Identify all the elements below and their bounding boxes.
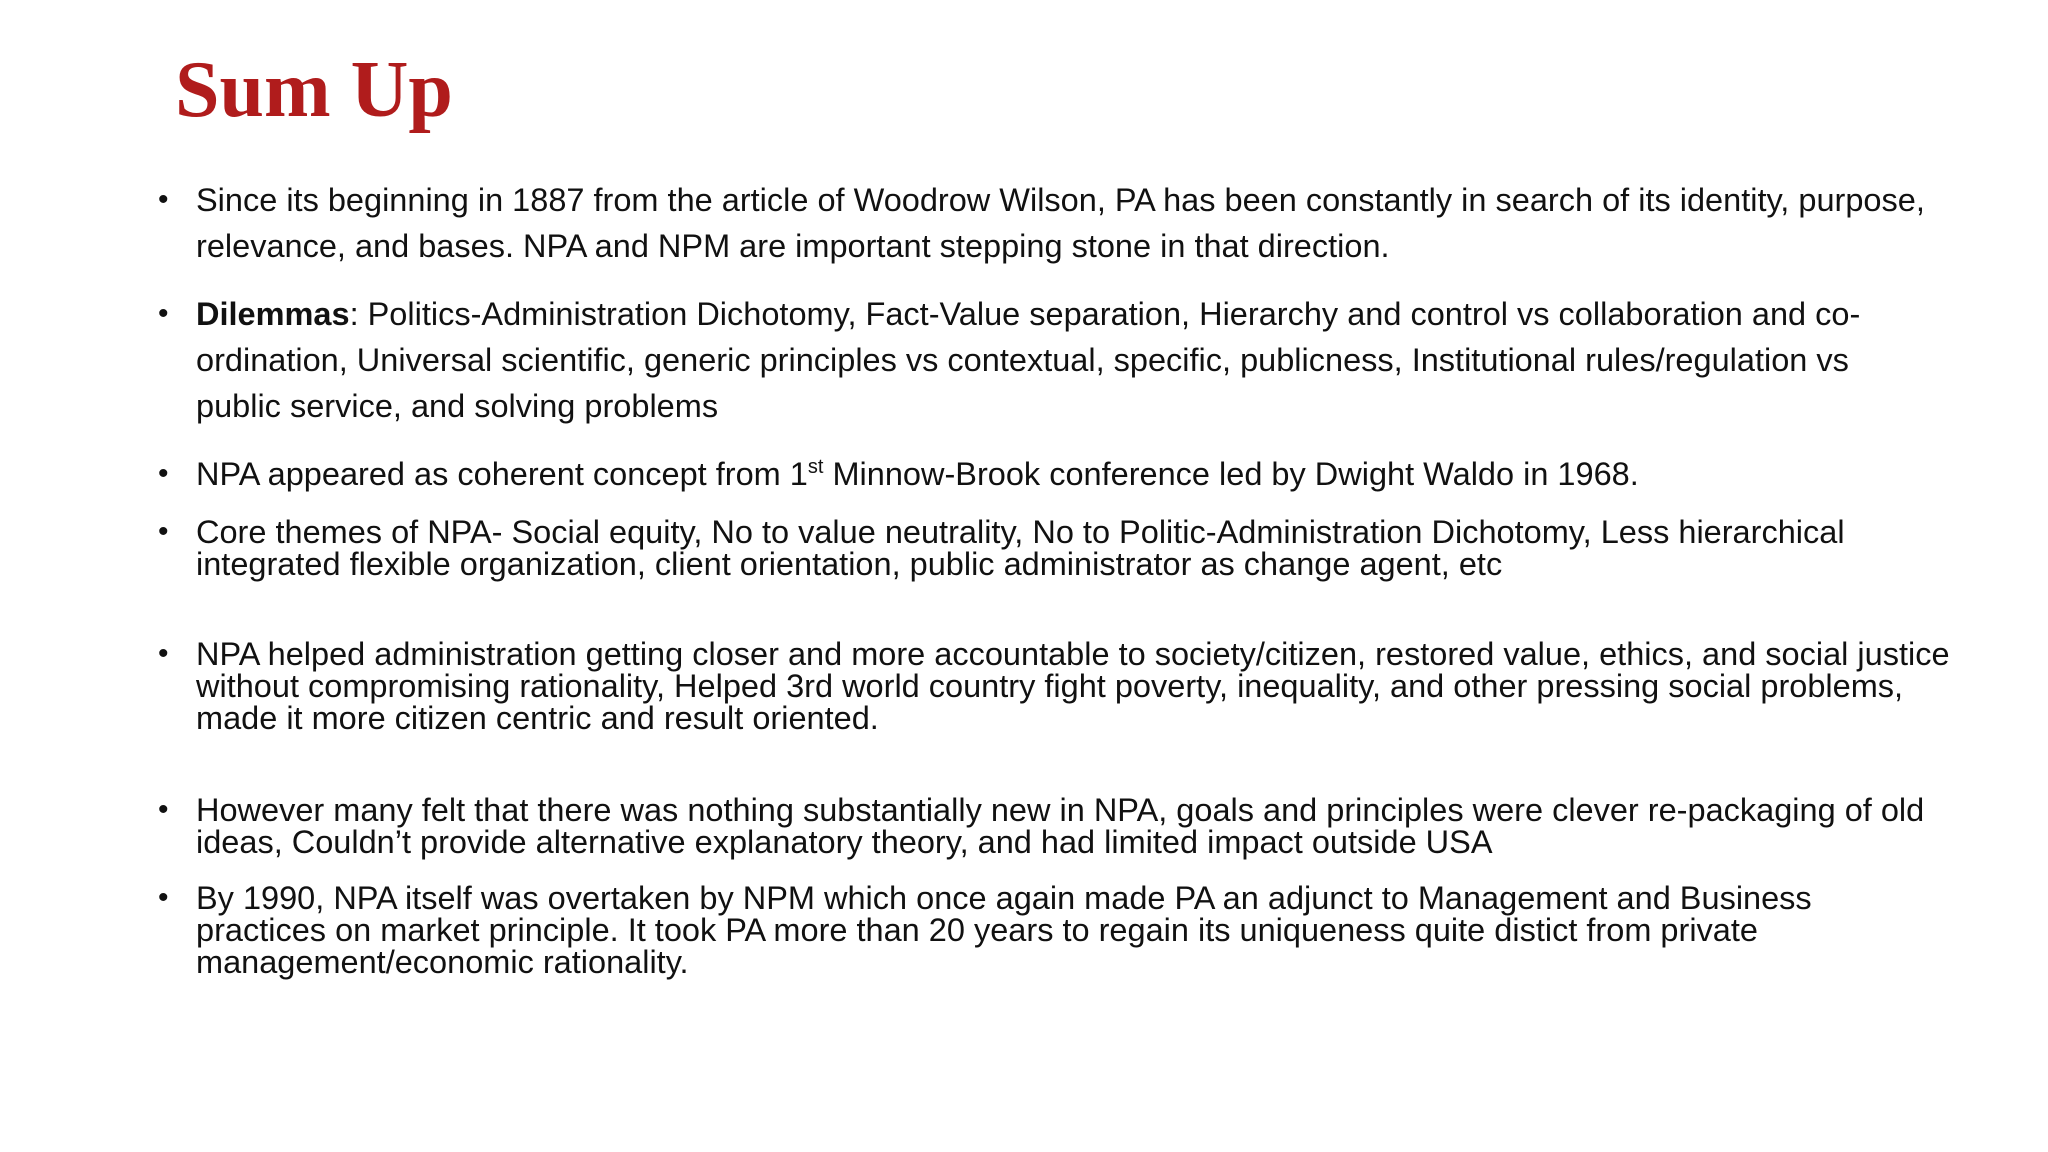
bullet-text: Core themes of NPA- Social equity, No to value neutrality, No to Politic-Administration Dichotomy, Less hierarchical integrated flexible organization, client orientation, public administrator as change agent, etc	[196, 514, 1845, 582]
slide-title: Sum Up	[175, 46, 453, 134]
bullet-item-dilemmas	[196, 291, 1941, 429]
bullet-item-npm-overtake	[196, 882, 1946, 978]
bullet-text: NPA helped administration getting closer and more accountable to society/citizen, restored value, ethics, and social justice without compromising rationality, Helped 3rd world country fight poverty, inequality, and other pressing social problems, made it more citizen centric and result oriented.	[196, 636, 1950, 736]
bullet-text: By 1990, NPA itself was overtaken by NPM which once again made PA an adjunct to Management and Business practices on market principle. It took PA more than 20 years to regain its uniqueness quite distict from private management/economic rationality.	[196, 880, 1812, 980]
bullet-text: Since its beginning in 1887 from the article of Woodrow Wilson, PA has been constantly in search of its identity, purpose, relevance, and bases. NPA and NPM are important stepping stone in that direction.	[196, 182, 1925, 264]
ordinal-superscript: st	[807, 456, 824, 479]
bullet-item-npa-impact	[196, 638, 1961, 734]
bullet-text: However many felt that there was nothing substantially new in NPA, goals and principles were clever re-packaging of old ideas, Couldn’t provide alternative explanatory theory, and had limited impact outside USA	[196, 792, 1925, 860]
bullet-item-criticism	[196, 794, 1956, 858]
bullet-text: : Politics-Administration Dichotomy, Fact-Value separation, Hierarchy and control vs collaboration and co-ordination, Universal scientific, generic principles vs contextual, specific, publicness, Institutional rules/regulation vs public service, and solving problems	[196, 296, 1861, 424]
bullet-text-after: Minnow-Brook conference led by Dwight Waldo in 1968.	[823, 456, 1639, 492]
bullet-item-core-themes	[196, 516, 1956, 580]
bullet-text-before: NPA appeared as coherent concept from 1	[196, 456, 808, 492]
bullet-lead-dilemmas: Dilemmas	[196, 296, 350, 332]
bullet-item-npa-origin	[196, 451, 1941, 497]
bullet-item-history	[196, 177, 1941, 269]
